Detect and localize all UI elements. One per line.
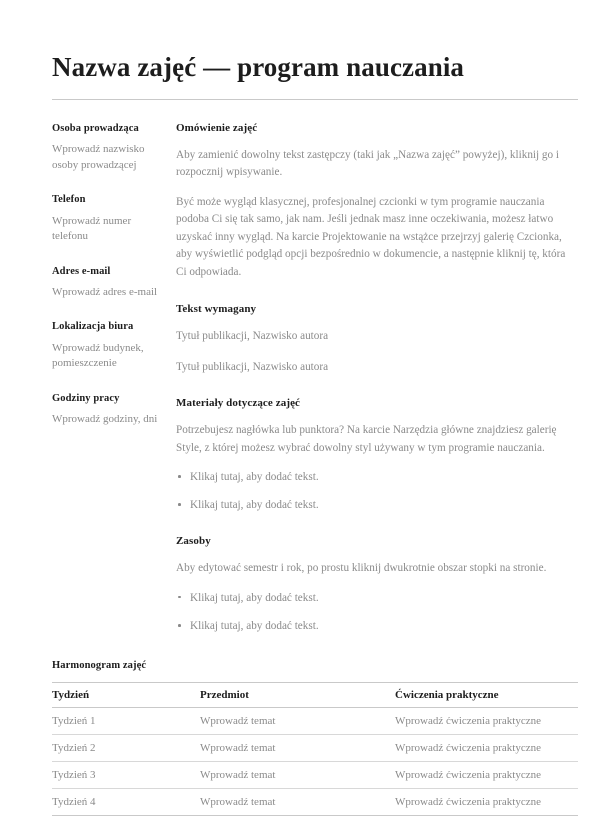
sidebar-heading-email: Adres e-mail [52, 265, 111, 277]
sidebar-placeholder-email[interactable]: Wprowadź adres e-mail [52, 285, 158, 298]
resources-paragraph[interactable]: Aby edytować semestr i rok, po prostu kliknij dwukrotnie obszar stopki na stronie. [176, 562, 547, 575]
cell-practical[interactable]: Wprowadź ćwiczenia praktyczne [395, 708, 578, 735]
resources-bullet-list [176, 590, 574, 634]
overview-paragraph-2[interactable]: Być może wygląd klasycznej, profesjonalnej czcionki w tym programie nauczania podoba Ci się tak samo, jak nam. Jeśli jednak masz inne oczekiwania, możesz łatwo uzyskać inny wygląd. Na karcie Projektowanie na wstążce przejrzyj galerię Czcionka, aby wyświetlić podgląd opcji bezpośrednio w dokumencie, a następnie kliknij tę, która Ci odpowiada. [176, 195, 566, 278]
schedule-section [52, 660, 578, 816]
page-title: Nazwa zajęć — program nauczania [52, 52, 465, 82]
section-heading-materials: Materiały dotyczące zajęć [176, 397, 301, 410]
cell-subject[interactable]: Wprowadź temat [200, 762, 395, 789]
sidebar-placeholder-office-hours[interactable]: Wprowadź godziny, dni [52, 412, 158, 425]
column-header-week: Tydzień [52, 683, 200, 708]
materials-bullet-list [176, 469, 574, 513]
table-row [52, 708, 578, 735]
sidebar-block-instructor [52, 122, 166, 173]
table-row [52, 762, 578, 789]
table-header-row [52, 683, 578, 708]
bullet-dot-icon [178, 624, 181, 627]
section-overview [176, 122, 574, 281]
section-heading-overview: Omówienie zajęć [176, 122, 258, 135]
instructor-info-column [52, 122, 176, 428]
section-required-text [176, 303, 574, 375]
schedule-table [52, 682, 578, 816]
sidebar-heading-instructor: Osoba prowadząca [52, 123, 139, 135]
title-block [0, 0, 616, 100]
cell-practical[interactable]: Wprowadź ćwiczenia praktyczne [395, 789, 578, 816]
cell-subject[interactable]: Wprowadź temat [200, 735, 395, 762]
table-row [52, 789, 578, 816]
list-item[interactable] [176, 618, 574, 634]
section-materials [176, 397, 574, 513]
sidebar-block-phone [52, 193, 166, 244]
list-item[interactable] [176, 497, 574, 513]
list-item[interactable] [176, 590, 574, 606]
schedule-table-body [52, 708, 578, 816]
list-item-label: Klikaj tutaj, aby dodać tekst. [190, 470, 319, 483]
cell-week[interactable]: Tydzień 2 [52, 735, 200, 762]
sidebar-placeholder-phone[interactable]: Wprowadź numer telefonu [52, 214, 132, 243]
bullet-dot-icon [178, 475, 181, 478]
cell-subject[interactable]: Wprowadź temat [200, 708, 395, 735]
required-text-line-1[interactable]: Tytuł publikacji, Nazwisko autora [176, 329, 329, 342]
sidebar-heading-phone: Telefon [52, 194, 86, 206]
schedule-table-head [52, 683, 578, 708]
materials-paragraph[interactable]: Potrzebujesz nagłówka lub punktora? Na karcie Narzędzia główne znajdziesz galerię Style, z której możesz wybrać dowolny styl używany w tym programie nauczania. [176, 424, 557, 454]
column-header-practical: Ćwiczenia praktyczne [395, 683, 578, 708]
sidebar-block-email [52, 265, 166, 301]
schedule-heading: Harmonogram zajęć [52, 660, 147, 671]
body-columns [0, 100, 616, 656]
bullet-dot-icon [178, 503, 181, 506]
list-item-label: Klikaj tutaj, aby dodać tekst. [190, 499, 319, 512]
section-resources [176, 535, 574, 634]
cell-subject[interactable]: Wprowadź temat [200, 789, 395, 816]
main-content-column [176, 122, 574, 656]
cell-week[interactable]: Tydzień 4 [52, 789, 200, 816]
list-item-label: Klikaj tutaj, aby dodać tekst. [190, 619, 319, 632]
section-heading-resources: Zasoby [176, 535, 211, 548]
list-item-label: Klikaj tutaj, aby dodać tekst. [190, 591, 319, 604]
list-item[interactable] [176, 469, 574, 485]
bullet-dot-icon [178, 596, 181, 599]
sidebar-heading-office-location: Lokalizacja biura [52, 321, 134, 333]
required-text-line-2[interactable]: Tytuł publikacji, Nazwisko autora [176, 361, 329, 374]
cell-practical[interactable]: Wprowadź ćwiczenia praktyczne [395, 735, 578, 762]
cell-practical[interactable]: Wprowadź ćwiczenia praktyczne [395, 762, 578, 789]
sidebar-placeholder-instructor[interactable]: Wprowadź nazwisko osoby prowadzącej [52, 143, 145, 171]
column-header-subject: Przedmiot [200, 683, 395, 708]
cell-week[interactable]: Tydzień 1 [52, 708, 200, 735]
overview-paragraph-1[interactable]: Aby zamienić dowolny tekst zastępczy (taki jak „Nazwa zajęć” powyżej), kliknij go i rozpocznij wpisywanie. [176, 148, 560, 179]
sidebar-block-office-hours [52, 392, 166, 428]
sidebar-block-office-location [52, 320, 166, 371]
sidebar-placeholder-office-location[interactable]: Wprowadź budynek, pomieszczenie [52, 341, 144, 370]
table-row [52, 735, 578, 762]
sidebar-heading-office-hours: Godziny pracy [52, 392, 120, 404]
section-heading-required-text: Tekst wymagany [176, 303, 257, 316]
cell-week[interactable]: Tydzień 3 [52, 762, 200, 789]
